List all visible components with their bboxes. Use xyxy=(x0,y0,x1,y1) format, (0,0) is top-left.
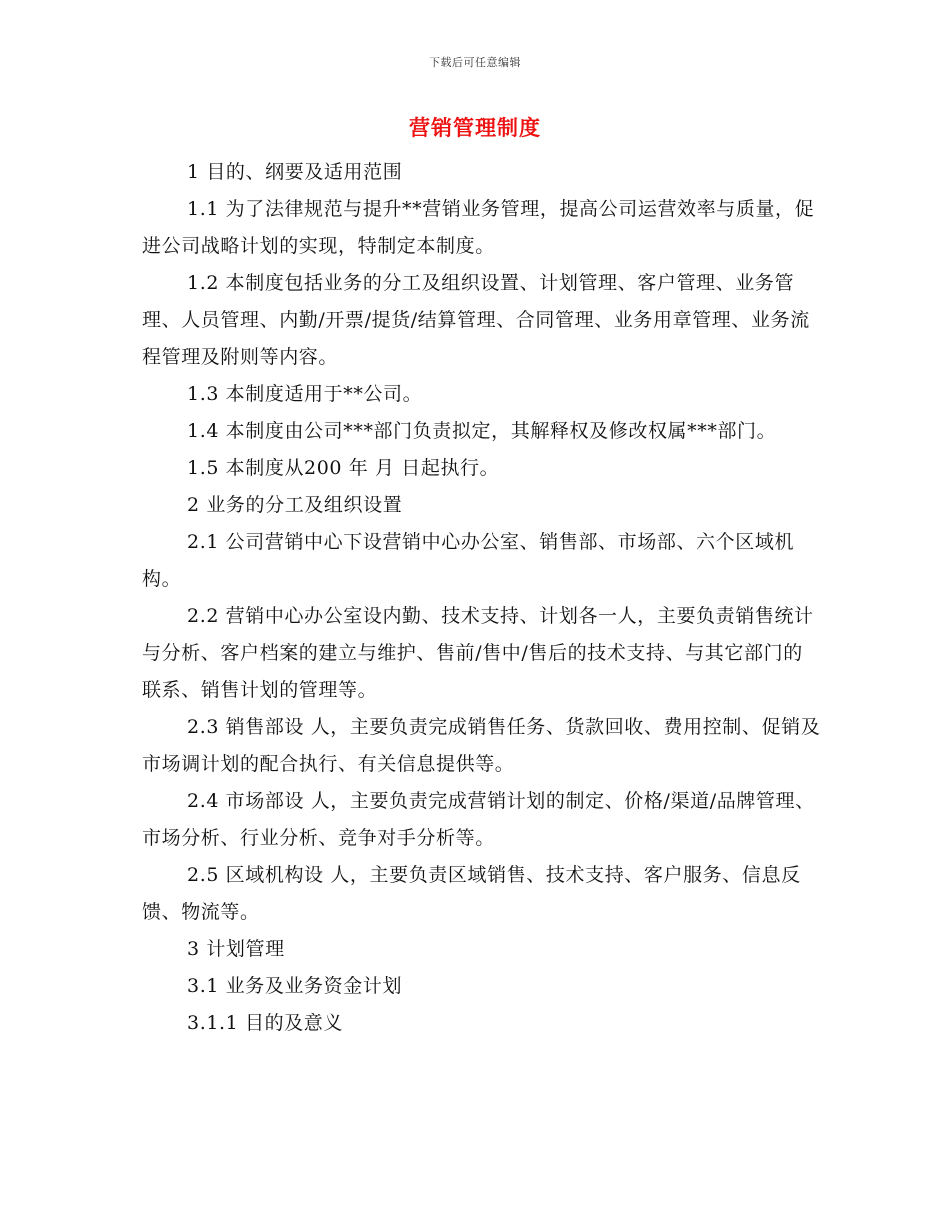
paragraph-3-1-1: 3.1.1 目的及意义 xyxy=(187,1012,343,1034)
paragraph-1-1: 1.1 为了法律规范与提升**营销业务管理，提高公司运营效率与质量，促进公司战略计划的实现，特制定本制度。 xyxy=(142,198,815,257)
paragraph-3-1: 3.1 业务及业务资金计划 xyxy=(187,975,403,997)
paragraph-1-4: 1.4 本制度由公司***部门负责拟定，其解释权及修改权属***部门。 xyxy=(187,420,777,442)
paragraph-2-5: 2.5 区域机构设 人，主要负责区域销售、技术支持、客户服务、信息反馈、物流等。 xyxy=(142,864,801,923)
document-body xyxy=(142,154,822,1042)
paragraph-2-1: 2.1 公司营销中心下设营销中心办公室、销售部、市场部、六个区域机构。 xyxy=(142,531,795,590)
header-note: 下载后可任意编辑 xyxy=(429,56,521,69)
paragraph-section-2: 2 业务的分工及组织设置 xyxy=(187,494,403,516)
paragraph-1-3: 1.3 本制度适用于**公司。 xyxy=(187,383,423,405)
paragraph-2-2: 2.2 营销中心办公室设内勤、技术支持、计划各一人，主要负责销售统计与分析、客户档案的建立与维护、售前/售中/售后的技术支持、与其它部门的联系、销售计划的管理等。 xyxy=(142,605,814,701)
paragraph-2-3: 2.3 销售部设 人，主要负责完成销售任务、货款回收、费用控制、促销及市场调计划的配合执行、有关信息提供等。 xyxy=(142,716,821,775)
document-title: 营销管理制度 xyxy=(409,115,541,140)
paragraph-section-1: 1 目的、纲要及适用范围 xyxy=(187,161,403,183)
paragraph-section-3: 3 计划管理 xyxy=(187,938,285,960)
paragraph-2-4: 2.4 市场部设 人，主要负责完成营销计划的制定、价格/渠道/品牌管理、市场分析、行业分析、竞争对手分析等。 xyxy=(142,790,815,849)
paragraph-1-2: 1.2 本制度包括业务的分工及组织设置、计划管理、客户管理、业务管理、人员管理、内勤/开票/提货/结算管理、合同管理、业务用章管理、业务流程管理及附则等内容。 xyxy=(142,272,810,368)
paragraph-1-5: 1.5 本制度从200 年 月 日起执行。 xyxy=(187,457,500,479)
